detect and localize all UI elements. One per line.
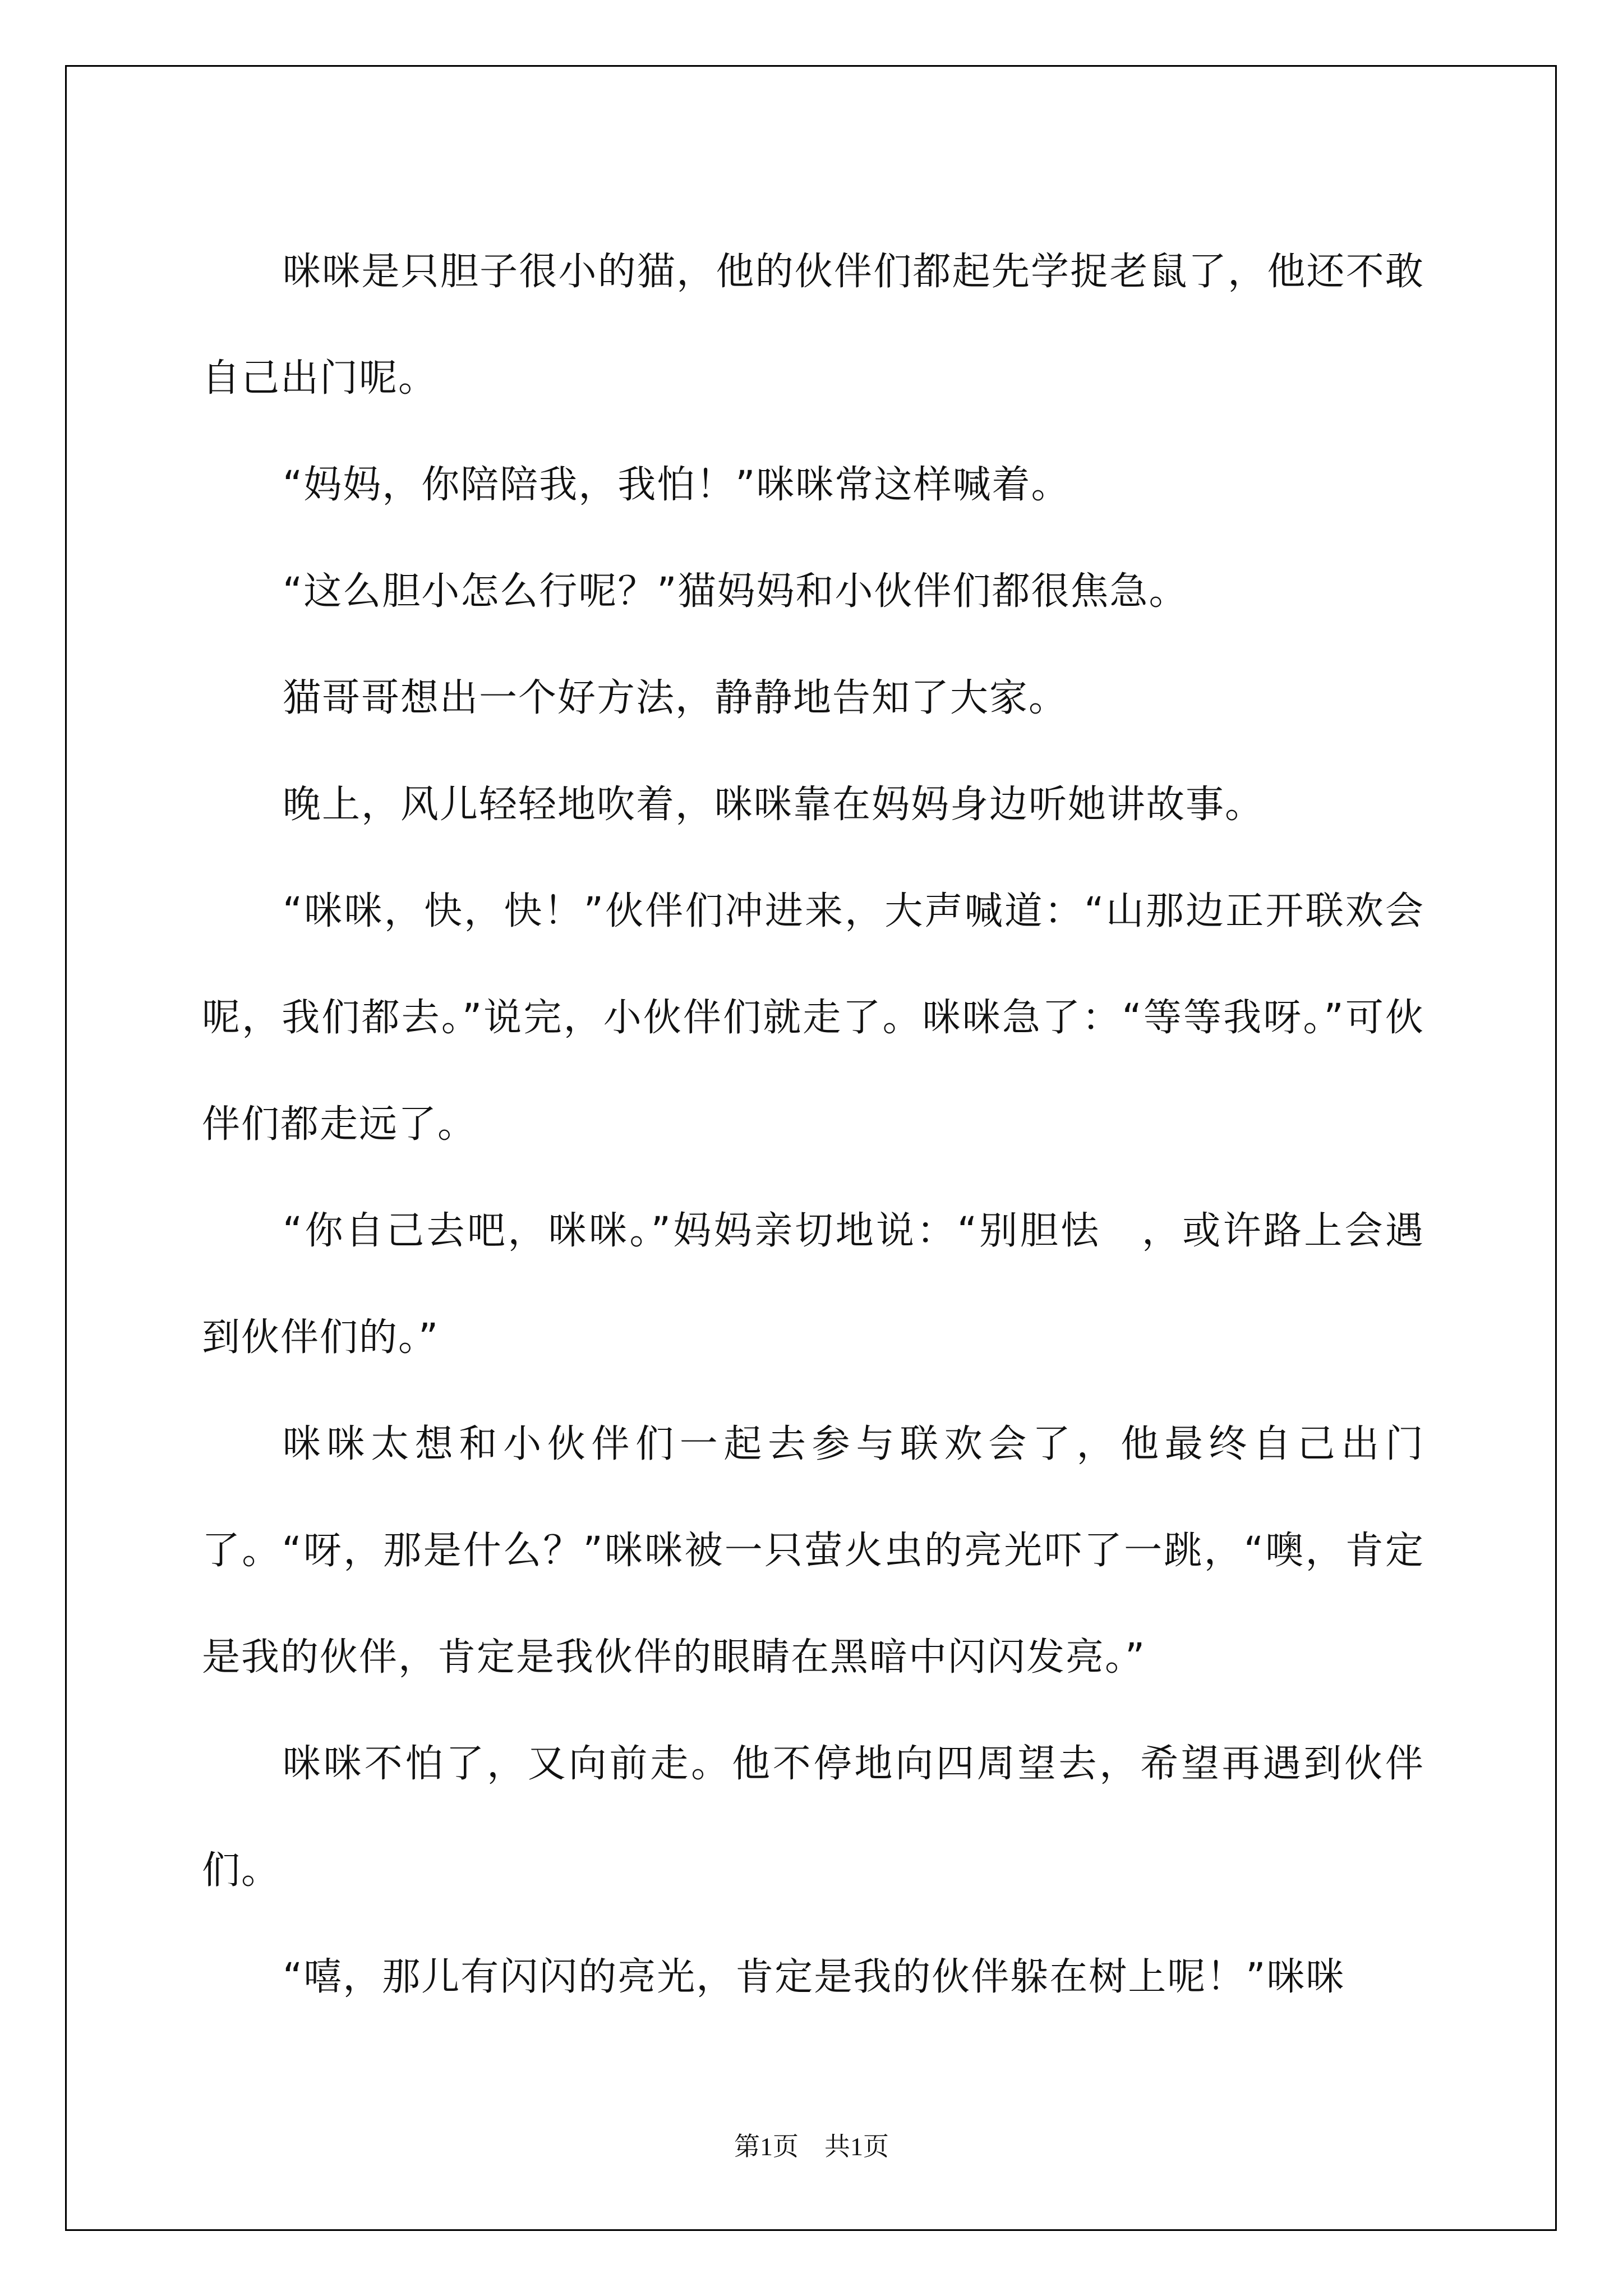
paragraph-10: “嘻，那儿有闪闪的亮光，肯定是我的伙伴躲在树上呢！”咪咪 [283, 1955, 1345, 1999]
paragraph-6: “咪咪，快，快！”伙伴们冲进来，大声喊道：“山那边正开联欢会呢，我们都去。”说完，小伙伴们就走了。咪咪急了：“等等我呀。”可伙伴们都走远了。 [202, 889, 1424, 1147]
paragraph-3: “这么胆小怎么行呢？”猫妈妈和小伙伴们都很焦急。 [283, 569, 1188, 614]
document-body [202, 219, 1424, 2031]
paragraph-4: 猫哥哥想出一个好方法，静静地告知了大家。 [283, 676, 1068, 720]
paragraph-7: “你自己去吧，咪咪。”妈妈亲切地说：“别胆怯 ，或许路上会遇到伙伴们的。” [202, 1209, 1424, 1360]
paragraph-9: 咪咪不怕了，又向前走。他不停地向四周望去，希望再遇到伙伴们。 [202, 1742, 1424, 1893]
paragraph-8: 咪咪太想和小伙伴们一起去参与联欢会了，他最终自己出门了。“呀，那是什么？”咪咪被一只萤火虫的亮光吓了一跳，“噢，肯定是我的伙伴，肯定是我伙伴的眼睛在黑暗中闪闪发亮。” [202, 1422, 1424, 1680]
paragraph-5: 晚上，风儿轻轻地吹着，咪咪靠在妈妈身边听她讲故事。 [283, 783, 1265, 827]
page-number-footer: 第1页 共1页 [734, 2132, 889, 2161]
paragraph-2: “妈妈，你陪陪我，我怕！”咪咪常这样喊着。 [283, 463, 1071, 507]
paragraph-1: 咪咪是只胆子很小的猫，他的伙伴们都起先学捉老鼠了，他还不敢自己出门呢。 [202, 250, 1424, 401]
